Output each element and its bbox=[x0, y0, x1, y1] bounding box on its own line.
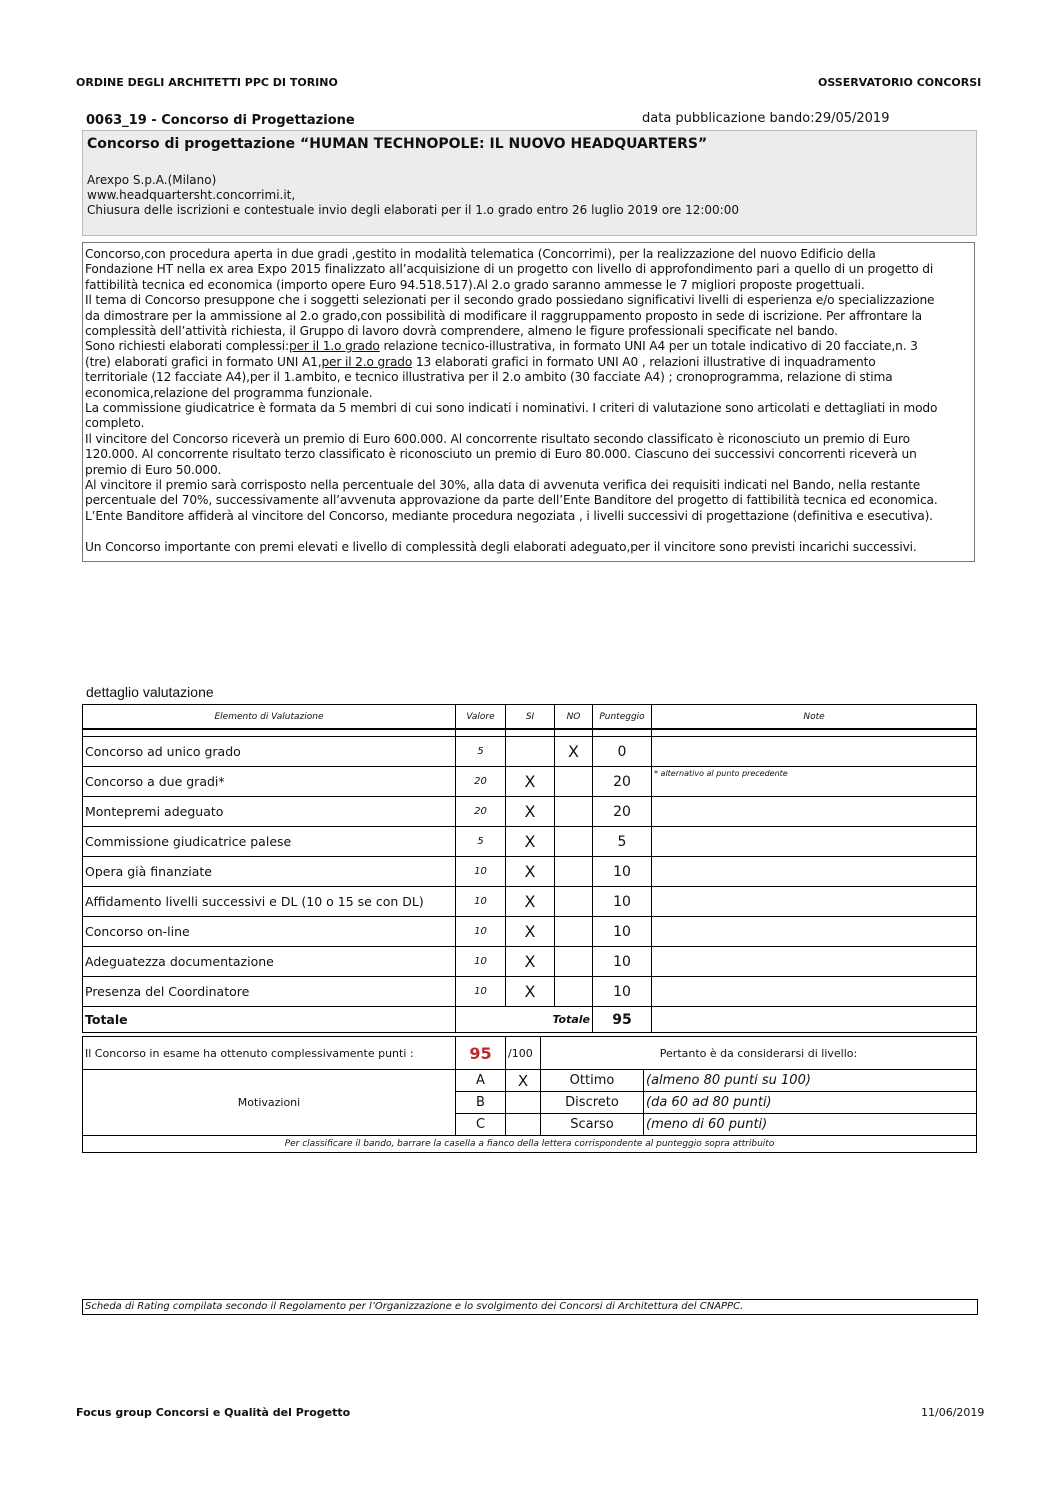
element-value: 10 bbox=[456, 977, 506, 1007]
element-value: 10 bbox=[456, 947, 506, 977]
element-name: Concorso ad unico grado bbox=[83, 737, 456, 767]
header-notes: Note bbox=[652, 705, 977, 730]
level-name: Scarso bbox=[541, 1114, 644, 1136]
element-score: 10 bbox=[593, 917, 652, 947]
description-line: Al vincitore il premio sarà corrisposto nella percentuale del 30%, alla data di avvenuta verifica dei requisiti indicati nel Bando, nella restante bbox=[85, 478, 921, 492]
element-note bbox=[652, 947, 977, 977]
first-stage-label: per il 1.o grado bbox=[289, 339, 380, 354]
si-checkbox[interactable]: X bbox=[506, 827, 555, 857]
element-value: 10 bbox=[456, 857, 506, 887]
description-line: territoriale (12 facciate A4),per il 1.ambito, e tecnico illustrativa per il 2.o ambito (30 facciate A4) ; cronoprogramma, relazione di stima bbox=[85, 370, 893, 385]
evaluation-header-row bbox=[83, 705, 977, 730]
total-points: 95 bbox=[456, 1037, 506, 1070]
level-range: (da 60 ad 80 punti) bbox=[644, 1092, 977, 1114]
description-line: Fondazione HT nella ex area Expo 2015 finalizzato all’acquisizione di un progetto con livello di approfondimento pari a quello di un progetto di bbox=[85, 262, 934, 277]
description-line: da dimostrare per la ammissione al 2.o grado,con possibilità di modificare il raggruppamento proposto in sede di iscrizione. Per affrontare la bbox=[85, 308, 922, 323]
description-line: Concorso,con procedura aperta in due gradi ,gestito in modalità telematica (Concorrimi), per la realizzazione del nuovo Edificio della bbox=[85, 247, 876, 261]
result-table bbox=[82, 1036, 977, 1153]
element-note: * alternativo al punto precedente bbox=[652, 767, 977, 797]
level-row bbox=[83, 1070, 977, 1092]
no-checkbox[interactable]: X bbox=[555, 737, 593, 767]
level-name: Discreto bbox=[541, 1092, 644, 1114]
element-note bbox=[652, 887, 977, 917]
level-range: (meno di 60 punti) bbox=[644, 1114, 977, 1136]
level-letter: A bbox=[456, 1070, 506, 1092]
si-checkbox[interactable]: X bbox=[506, 917, 555, 947]
element-note bbox=[652, 797, 977, 827]
website-link[interactable]: www.headquartersht.concorrimi.it, bbox=[87, 188, 296, 202]
element-note bbox=[652, 827, 977, 857]
footer-date: 11/06/2019 bbox=[921, 1406, 985, 1419]
element-value: 20 bbox=[456, 797, 506, 827]
level-range: (almeno 80 punti su 100) bbox=[644, 1070, 977, 1092]
description-line: 120.000. Al concorrente risultato terzo classificato è riconosciuto un premio di Euro 80.000. Ciascuno dei successivi concorrenti riceverà un bbox=[85, 447, 917, 462]
element-name: Montepremi adeguato bbox=[83, 797, 456, 827]
element-score: 10 bbox=[593, 857, 652, 887]
element-note bbox=[652, 737, 977, 767]
header-value: Valore bbox=[456, 705, 506, 730]
no-checkbox[interactable] bbox=[555, 857, 593, 887]
level-checkbox[interactable]: X bbox=[506, 1070, 541, 1092]
description-line: Sono richiesti elaborati complessi:per il 1.o grado relazione tecnico-illustrativa, in formato UNI A4 per un totale indicativo di 20 facciate,n. 3 bbox=[85, 339, 918, 354]
element-name: Affidamento livelli successivi e DL (10 o 15 se con DL) bbox=[83, 887, 456, 917]
element-score: 10 bbox=[593, 947, 652, 977]
element-score: 10 bbox=[593, 977, 652, 1007]
si-checkbox[interactable]: X bbox=[506, 767, 555, 797]
element-name: Presenza del Coordinatore bbox=[83, 977, 456, 1007]
element-name: Concorso a due gradi* bbox=[83, 767, 456, 797]
out-of-label: /100 bbox=[506, 1037, 541, 1070]
header-score: Punteggio bbox=[593, 705, 652, 730]
element-name: Commissione giudicatrice palese bbox=[83, 827, 456, 857]
evaluation-section-label: dettaglio valutazione bbox=[86, 684, 214, 700]
description-line: Il vincitore del Concorso riceverà un premio di Euro 600.000. Al concorrente risultato secondo classificato è riconosciuto un premio di Euro bbox=[85, 431, 910, 446]
no-checkbox[interactable] bbox=[555, 767, 593, 797]
element-value: 10 bbox=[456, 887, 506, 917]
element-name: Opera già finanziate bbox=[83, 857, 456, 887]
contest-code-title: 0063_19 - Concorso di Progettazione bbox=[86, 113, 355, 128]
table-row bbox=[83, 827, 977, 857]
description-line: L’Ente Banditore affiderà al vincitore del Concorso, mediante procedura negoziata , i livelli successivi di progettazione (definitiva e esecutiva). bbox=[85, 508, 933, 523]
description-line: percentuale del 70%, successivamente all’avvenuta approvazione da parte dell’Ente Banditore del progetto di fattibilità tecnica ed economica. bbox=[85, 493, 938, 508]
element-score: 10 bbox=[593, 887, 652, 917]
no-checkbox[interactable] bbox=[555, 977, 593, 1007]
description-line: Un Concorso importante con premi elevati e livello di complessità degli elaborati adeguato,per il vincitore sono previsti incarichi successivi. bbox=[85, 539, 917, 554]
total-label: Totale bbox=[83, 1007, 456, 1033]
table-row bbox=[83, 737, 977, 767]
no-checkbox[interactable] bbox=[555, 827, 593, 857]
description-line: premio di Euro 50.000. bbox=[85, 462, 222, 477]
header-element: Elemento di Valutazione bbox=[83, 705, 456, 730]
element-name: Adeguatezza documentazione bbox=[83, 947, 456, 977]
contest-info-box bbox=[82, 130, 977, 236]
description-line: Il tema di Concorso presuppone che i soggetti selezionati per il secondo grado possiedano significativi livelli di esperienza e/o specializzazione bbox=[85, 293, 935, 308]
total-label-secondary: Totale bbox=[456, 1007, 593, 1033]
level-letter: C bbox=[456, 1114, 506, 1136]
motivations-label: Motivazioni bbox=[83, 1070, 456, 1136]
description-box bbox=[82, 242, 975, 562]
level-letter: B bbox=[456, 1092, 506, 1114]
si-checkbox[interactable]: X bbox=[506, 947, 555, 977]
element-note bbox=[652, 977, 977, 1007]
header-no: NO bbox=[555, 705, 593, 730]
table-row bbox=[83, 947, 977, 977]
total-row bbox=[83, 1007, 977, 1033]
total-score: 95 bbox=[593, 1007, 652, 1033]
si-checkbox[interactable]: X bbox=[506, 797, 555, 827]
publication-date: data pubblicazione bando:29/05/2019 bbox=[642, 111, 890, 126]
summary-label: Il Concorso in esame ha ottenuto complessivamente punti : bbox=[83, 1037, 456, 1070]
element-value: 5 bbox=[456, 737, 506, 767]
element-score: 20 bbox=[593, 797, 652, 827]
rating-note: Scheda di Rating compilata secondo il Regolamento per l’Organizzazione e lo svolgimento dei Concorsi di Architettura del CNAPPC. bbox=[82, 1299, 978, 1315]
element-value: 20 bbox=[456, 767, 506, 797]
evaluation-table bbox=[82, 704, 977, 1033]
header-si: SI bbox=[506, 705, 555, 730]
description-line: completo. bbox=[85, 416, 145, 431]
level-checkbox[interactable] bbox=[506, 1114, 541, 1136]
description-line: (tre) elaborati grafici in formato UNI A1,per il 2.o grado 13 elaborati grafici in formato UNI A0 , relazioni illustrative di inquadramento bbox=[85, 354, 876, 369]
classification-footnote: Per classificare il bando, barrare la casella a fianco della lettera corrispondente al punteggio sopra attribuito bbox=[83, 1136, 977, 1153]
table-row bbox=[83, 767, 977, 797]
si-checkbox[interactable]: X bbox=[506, 977, 555, 1007]
promoter: Arexpo S.p.A.(Milano) bbox=[87, 173, 217, 187]
element-value: 10 bbox=[456, 917, 506, 947]
level-label: Pertanto è da considerarsi di livello: bbox=[541, 1037, 977, 1070]
table-row bbox=[83, 917, 977, 947]
element-note bbox=[652, 857, 977, 887]
table-row bbox=[83, 887, 977, 917]
no-checkbox[interactable] bbox=[555, 947, 593, 977]
description-line: fattibilità tecnica ed economica (importo opere Euro 94.518.517).Al 2.o grado saranno ammesse le 7 migliori proposte progettuali. bbox=[85, 277, 865, 292]
contest-title: Concorso di progettazione “HUMAN TECHNOPOLE: IL NUOVO HEADQUARTERS” bbox=[87, 136, 708, 152]
si-checkbox[interactable] bbox=[506, 737, 555, 767]
observatory-label: OSSERVATORIO CONCORSI bbox=[818, 76, 982, 89]
footnote-row bbox=[83, 1136, 977, 1153]
no-checkbox[interactable] bbox=[555, 917, 593, 947]
no-checkbox[interactable] bbox=[555, 797, 593, 827]
description-line: La commissione giudicatrice è formata da 5 membri di cui sono indicati i nominativi. I criteri di valutazione sono articolati e dettagliati in modo bbox=[85, 401, 938, 415]
organization-name: ORDINE DEGLI ARCHITETTI PPC DI TORINO bbox=[76, 76, 338, 89]
level-checkbox[interactable] bbox=[506, 1092, 541, 1114]
table-row bbox=[83, 857, 977, 887]
element-score: 0 bbox=[593, 737, 652, 767]
table-row bbox=[83, 797, 977, 827]
footer-group-name: Focus group Concorsi e Qualità del Progetto bbox=[76, 1406, 351, 1419]
level-name: Ottimo bbox=[541, 1070, 644, 1092]
element-value: 5 bbox=[456, 827, 506, 857]
element-name: Concorso on-line bbox=[83, 917, 456, 947]
deadline: Chiusura delle iscrizioni e contestuale invio degli elaborati per il 1.o grado entro 26 luglio 2019 ore 12:00:00 bbox=[87, 203, 739, 217]
element-score: 20 bbox=[593, 767, 652, 797]
description-line: complessità dell’attività richiesta, il Gruppo di lavoro dovrà comprendere, almeno le figure professionali specificate nel bando. bbox=[85, 324, 838, 338]
element-note bbox=[652, 917, 977, 947]
second-stage-label: per il 2.o grado bbox=[321, 354, 413, 369]
result-summary-row bbox=[83, 1037, 977, 1070]
element-score: 5 bbox=[593, 827, 652, 857]
description-line: economica,relazione del programma funzionale. bbox=[85, 385, 373, 400]
table-row bbox=[83, 977, 977, 1007]
no-checkbox[interactable] bbox=[555, 887, 593, 917]
si-checkbox[interactable]: X bbox=[506, 857, 555, 887]
si-checkbox[interactable]: X bbox=[506, 887, 555, 917]
